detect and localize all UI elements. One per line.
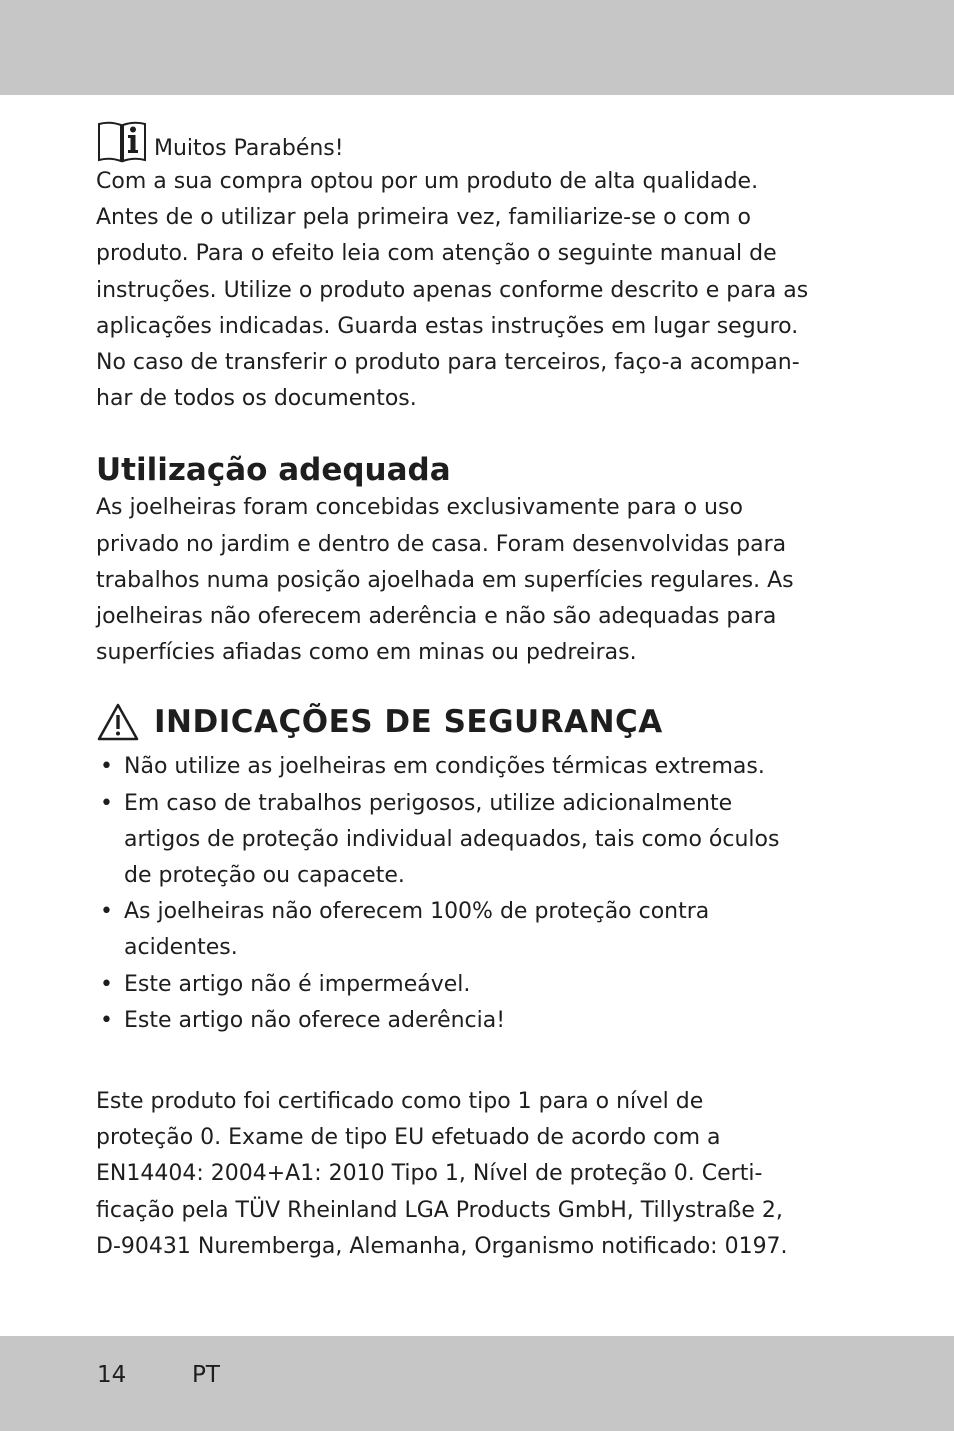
footer-bar bbox=[0, 1336, 954, 1431]
text-line: As joelheiras foram concebidas exclusivamente para o uso bbox=[96, 495, 743, 521]
text-line: proteção 0. Exame de tipo EU efetuado de acordo com a bbox=[96, 1125, 721, 1151]
list-item bbox=[96, 967, 866, 1003]
bullet-point: • bbox=[100, 754, 113, 780]
safety-heading: INDICAÇÕES DE SEGURANÇA bbox=[154, 704, 663, 741]
list-item bbox=[96, 894, 866, 966]
text-line: aplicações indicadas. Guarda estas instruções em lugar seguro. bbox=[96, 313, 799, 339]
text-line: de proteção ou capacete. bbox=[124, 863, 405, 889]
list-item bbox=[96, 786, 866, 895]
text-line: Este artigo não oferece aderência! bbox=[124, 1007, 506, 1033]
safety-list bbox=[96, 749, 866, 1039]
language-code: PT bbox=[192, 1362, 220, 1388]
text-line: produto. Para o efeito leia com atenção o seguinte manual de bbox=[96, 241, 777, 267]
list-item bbox=[96, 749, 866, 785]
text-line: instruções. Utilize o produto apenas conforme descrito e para as bbox=[96, 277, 809, 303]
text-line: har de todos os documentos. bbox=[96, 386, 417, 412]
bullet-point: • bbox=[100, 899, 113, 925]
text-line: As joelheiras não oferecem 100% de proteção contra bbox=[124, 899, 710, 925]
bullet-point: • bbox=[100, 1007, 113, 1033]
bullet-point: • bbox=[100, 971, 113, 997]
text-line: Em caso de trabalhos perigosos, utilize adicionalmente bbox=[124, 790, 733, 816]
warning-triangle-icon bbox=[96, 702, 140, 742]
text-line: Antes de o utilizar pela primeira vez, familiarize-se o com o bbox=[96, 205, 751, 231]
safety-heading-row bbox=[96, 699, 866, 745]
page-content bbox=[96, 114, 866, 1265]
certification-paragraph bbox=[96, 1084, 866, 1265]
text-line: acidentes. bbox=[124, 935, 238, 961]
text-line: trabalhos numa posição ajoelhada em superfícies regulares. As bbox=[96, 567, 794, 593]
text-line: ficação pela TÜV Rheinland LGA Products GmbH, Tillystraße 2, bbox=[96, 1197, 783, 1223]
text-line: privado no jardim e dentro de casa. Foram desenvolvidas para bbox=[96, 531, 787, 557]
bullet-point: • bbox=[100, 790, 113, 816]
intro-paragraph bbox=[96, 164, 866, 417]
text-line: superfícies afiadas como em minas ou pedreiras. bbox=[96, 640, 637, 666]
list-item bbox=[96, 1003, 866, 1039]
intro-heading bbox=[96, 114, 866, 164]
text-line: EN14404: 2004+A1: 2010 Tipo 1, Nível de proteção 0. Certi- bbox=[96, 1161, 763, 1187]
text-line: No caso de transferir o produto para terceiros, faço-a acompan- bbox=[96, 350, 800, 376]
info-book-icon bbox=[96, 120, 148, 164]
page-number: 14 bbox=[97, 1362, 127, 1388]
text-line: joelheiras não oferecem aderência e não são adequadas para bbox=[96, 604, 777, 630]
text-line: Não utilize as joelheiras em condições térmicas extremas. bbox=[124, 754, 765, 780]
usage-heading: Utilização adequada bbox=[96, 452, 451, 489]
text-line: Este produto foi certificado como tipo 1 para o nível de bbox=[96, 1089, 704, 1115]
usage-paragraph bbox=[96, 490, 866, 671]
text-line: D-90431 Nuremberga, Alemanha, Organismo notificado: 0197. bbox=[96, 1233, 788, 1259]
text-line: Com a sua compra optou por um produto de alta qualidade. bbox=[96, 169, 759, 194]
text-line: Este artigo não é impermeável. bbox=[124, 971, 471, 997]
header-bar bbox=[0, 0, 954, 95]
greeting: Muitos Parabéns! bbox=[154, 136, 344, 161]
text-line: artigos de proteção individual adequados, tais como óculos bbox=[124, 826, 780, 852]
